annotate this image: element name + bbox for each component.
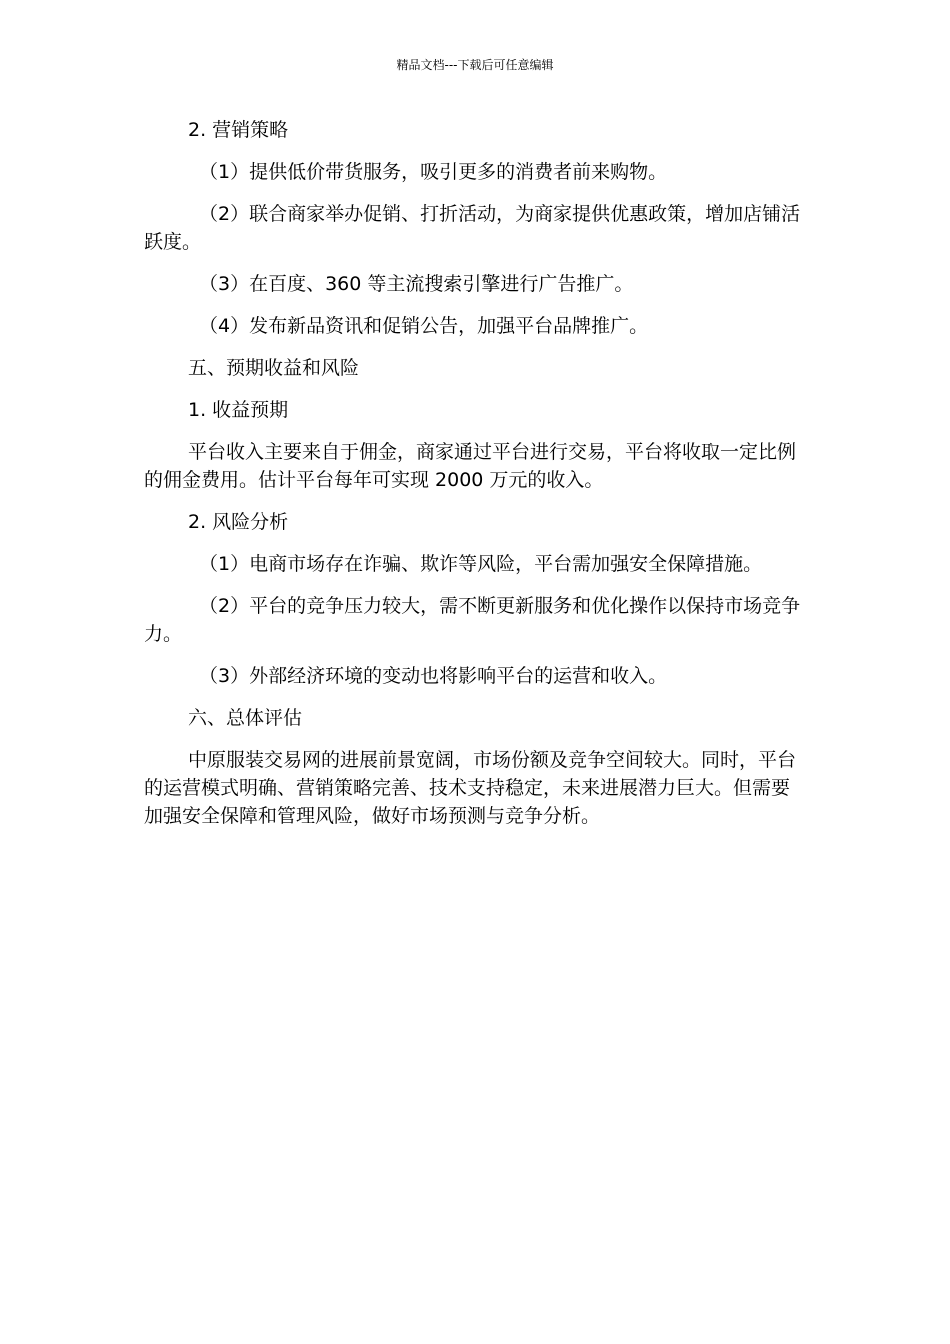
page-header: 精品文档---下载后可任意编辑 [396,58,554,72]
list-item: （3）外部经济环境的变动也将影响平台的运营和收入。 [199,665,668,687]
body-paragraph: 中原服装交易网的进展前景宽阔，市场份额及竞争空间较大。同时，平台的运营模式明确、营销策略完善、技术支持稳定，未来进展潜力巨大。但需要加强安全保障和管理风险，做好市场预测与竞争分析。 [144,749,797,827]
section-heading-marketing-strategy: 2. 营销策略 [188,119,289,141]
list-item: （4）发布新品资讯和促销公告，加强平台品牌推广。 [199,315,649,337]
list-item: （3）在百度、360 等主流搜索引擎进行广告推广。 [199,273,634,295]
subsection-heading-risk-analysis: 2. 风险分析 [188,511,289,533]
document-body [144,116,806,844]
list-item: （1）提供低价带货服务，吸引更多的消费者前来购物。 [199,161,668,183]
section-heading-overall-assessment: 六、总体评估 [188,707,303,729]
list-item: （2）平台的竞争压力较大，需不断更新服务和优化操作以保持市场竞争力。 [144,595,801,645]
section-heading-expected-revenue-risk: 五、预期收益和风险 [188,357,360,379]
list-item: （1）电商市场存在诈骗、欺诈等风险，平台需加强安全保障措施。 [199,553,763,575]
subsection-heading-revenue-expectation: 1. 收益预期 [188,399,289,421]
list-item: （2）联合商家举办促销、打折活动，为商家提供优惠政策，增加店铺活跃度。 [144,203,801,253]
body-paragraph: 平台收入主要来自于佣金，商家通过平台进行交易，平台将收取一定比例的佣金费用。估计平台每年可实现 2000 万元的收入。 [144,441,797,491]
